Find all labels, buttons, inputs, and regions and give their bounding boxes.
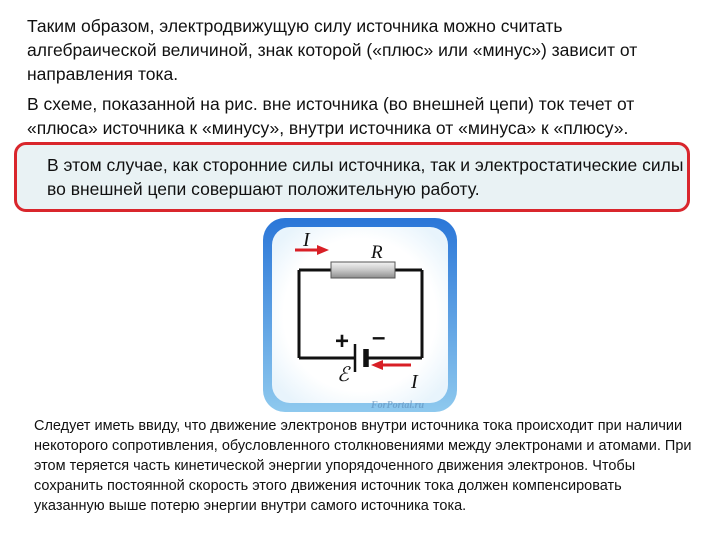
- intro-paragraph: Таким образом, электродвижущую силу источника можно считать алгебраической величиной, знак которой («плюс» или «минус») зависит от направления тока.: [27, 16, 638, 84]
- minus-sign: –: [372, 324, 386, 351]
- note-paragraph: Следует иметь ввиду, что движение электронов внутри источника тока происходит при наличии некоторого сопротивления, обусловленного столкновениями между электронами и атомами. При этом теряется часть кинетической энергии упорядоченного движения электронов. Чтобы сохранить постоянной скорость этого движения источник тока должен компенсировать указанную выше потерю энергии внутри самого источника тока.: [34, 418, 692, 514]
- watermark-text: ForPortal.ru: [371, 400, 425, 411]
- circuit-diagram: [263, 218, 457, 412]
- plus-sign: +: [335, 328, 350, 355]
- callout-box: [14, 142, 690, 212]
- current-top-label: I: [303, 229, 310, 251]
- emf-label: ℰ: [337, 364, 350, 386]
- current-bottom-label: I: [411, 371, 418, 393]
- callout-text: В этом случае, как сторонние силы источника, так и электростатические силы во внешней цепи совершают положительную работу.: [47, 155, 684, 199]
- scheme-paragraph: В схеме, показанной на рис. вне источника (во внешней цепи) ток течет от «плюса» источника к «минусу», внутри источника от «минуса» к «плюсу».: [27, 94, 635, 138]
- resistor-label: R: [371, 242, 383, 263]
- circuit-figure: [263, 218, 457, 412]
- resistor-icon: [331, 262, 395, 278]
